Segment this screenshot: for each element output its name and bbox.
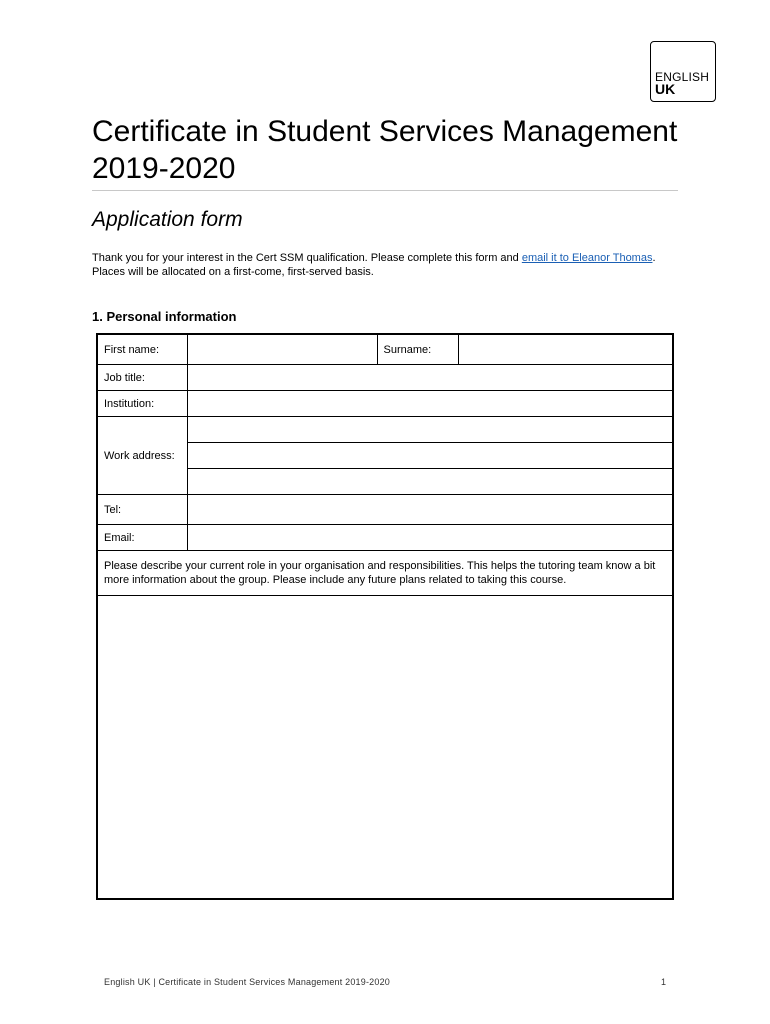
title-divider: [92, 190, 678, 191]
role-description-prompt: Please describe your current role in your organisation and responsibilities. This helps the tutoring team know a bit more information about the group. Please include any future plans related to taking this course.: [97, 551, 673, 596]
email-link[interactable]: email it to Eleanor Thomas: [521, 252, 653, 264]
institution-field[interactable]: [187, 391, 673, 417]
tel-label: Tel:: [97, 495, 187, 525]
intro-text-after: . Places will be allocated on a first-come, first-served basis.: [92, 252, 656, 278]
page-number: 1: [661, 977, 667, 987]
role-description-field[interactable]: [97, 596, 673, 900]
intro-text-before: Thank you for your interest in the Cert SSM qualification. Please complete this form and: [92, 252, 522, 264]
first-name-field[interactable]: [187, 334, 377, 365]
section-heading-personal-info: 1. Personal information: [92, 309, 237, 324]
work-address-line-2[interactable]: [187, 443, 673, 469]
english-uk-logo: [650, 41, 716, 102]
tel-field[interactable]: [187, 495, 673, 525]
work-address-line-3[interactable]: [187, 469, 673, 495]
email-label: Email:: [97, 525, 187, 551]
first-name-label: First name:: [97, 334, 187, 365]
work-address-line-1[interactable]: [187, 417, 673, 443]
logo-line-uk: UK: [655, 81, 676, 97]
logo-line-english: ENGLISH: [655, 70, 710, 84]
surname-field[interactable]: [458, 334, 673, 365]
personal-info-table: [96, 333, 674, 900]
surname-label: Surname:: [377, 334, 458, 365]
page-footer: English UK | Certificate in Student Services Management 2019-2020: [104, 977, 390, 987]
job-title-field[interactable]: [187, 365, 673, 391]
page-title: Certificate in Student Services Management 2019-2020: [92, 115, 678, 185]
intro-paragraph: [92, 251, 672, 279]
work-address-label: Work address:: [97, 417, 187, 495]
form-subtitle: Application form: [92, 208, 243, 231]
job-title-label: Job title:: [97, 365, 187, 391]
email-field[interactable]: [187, 525, 673, 551]
institution-label: Institution:: [97, 391, 187, 417]
